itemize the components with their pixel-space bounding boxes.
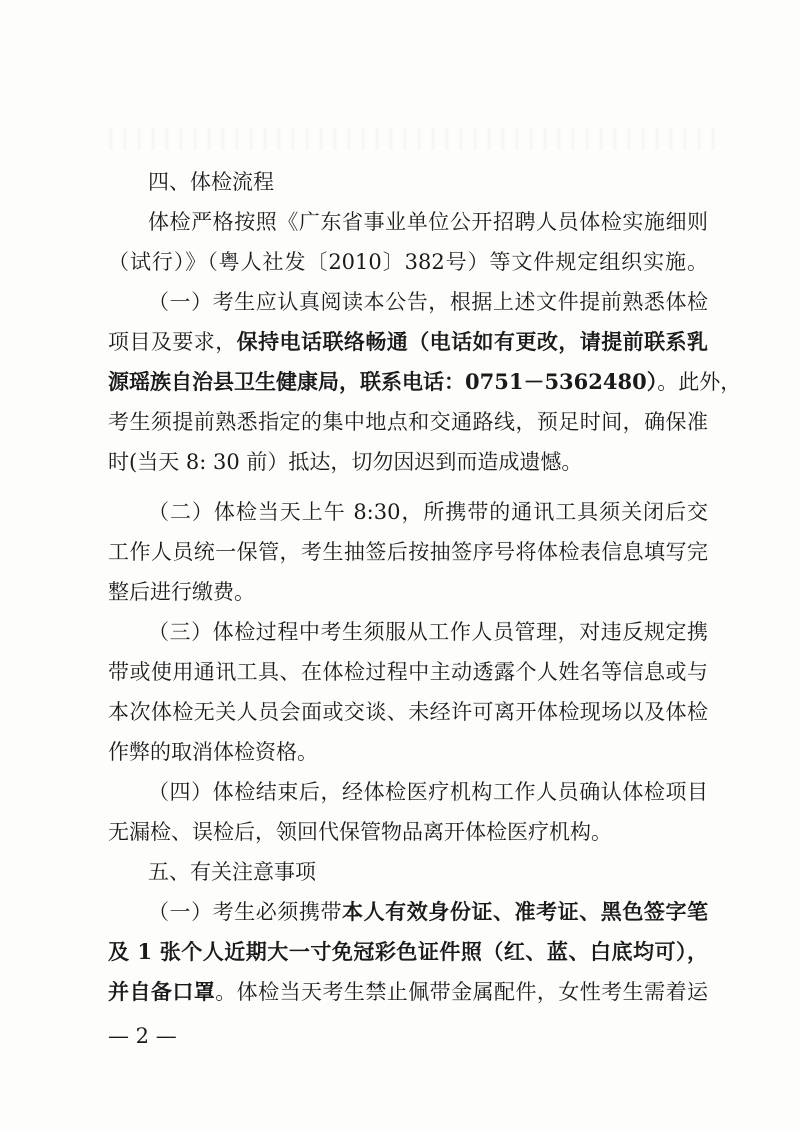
paragraph-line: （三）体检过程中考生须服从工作人员管理，对违反规定携 — [148, 620, 708, 644]
text-normal: 项目及要求， — [108, 330, 237, 354]
text-bold: 保持电话联络畅通（电话如有更改，请提前联系乳 — [236, 329, 709, 354]
paragraph-line — [108, 362, 742, 402]
text-bold: 源瑶族自治县卫生健康局，联系电话：0751－5362480） — [108, 369, 658, 394]
paragraph-line: 工作人员统一保管，考生抽签后按抽签序号将体检表信息填写完 — [108, 540, 708, 564]
text-normal: 。此外， — [657, 370, 742, 394]
section-heading-5: 五、有关注意事项 — [148, 860, 316, 884]
paragraph-line — [108, 972, 708, 1012]
paragraph-line — [148, 892, 708, 932]
bleed-through-mark — [100, 128, 720, 150]
text-bold: 本人有效身份证、准考证、黑色签字笔 — [342, 899, 709, 924]
paragraph-line: 作弊的取消体检资格。 — [108, 740, 318, 764]
text-bold: 并自备口罩 — [108, 979, 216, 1004]
paragraph-line: 及 1 张个人近期大一寸免冠彩色证件照（红、蓝、白底均可）， — [108, 939, 708, 964]
paragraph-line: 时(当天 8: 30 前）抵达，切勿因迟到而造成遗憾。 — [108, 450, 583, 474]
paragraph-line — [108, 322, 708, 362]
paragraph-line: （四）体检结束后，经体检医疗机构工作人员确认体检项目 — [148, 780, 708, 804]
text-normal: （一）考生必须携带 — [148, 900, 343, 924]
section-heading-4: 四、体检流程 — [148, 170, 274, 194]
text-normal: 。体检当天考生禁止佩带金属配件，女性考生需着运 — [215, 980, 709, 1004]
paragraph-line: 考生须提前熟悉指定的集中地点和交通路线，预足时间，确保准 — [108, 410, 708, 434]
paragraph-line: 带或使用通讯工具、在体检过程中主动透露个人姓名等信息或与 — [108, 660, 708, 684]
paragraph-line: 整后进行缴费。 — [108, 580, 255, 604]
paragraph-line: 体检严格按照《广东省事业单位公开招聘人员体检实施细则 — [148, 210, 708, 234]
paragraph-line: 本次体检无关人员会面或交谈、未经许可离开体检现场以及体检 — [108, 700, 708, 724]
page-number: — 2 — — [108, 1024, 177, 1048]
paragraph-line: 无漏检、误检后，领回代保管物品离开体检医疗机构。 — [108, 820, 612, 844]
paragraph-line: （试行）》（粤人社发〔2010〕382号）等文件规定组织实施。 — [108, 250, 708, 274]
paragraph-line: （一）考生应认真阅读本公告，根据上述文件提前熟悉体检 — [148, 290, 708, 314]
paragraph-line: （二）体检当天上午 8:30，所携带的通讯工具须关闭后交 — [148, 500, 708, 524]
